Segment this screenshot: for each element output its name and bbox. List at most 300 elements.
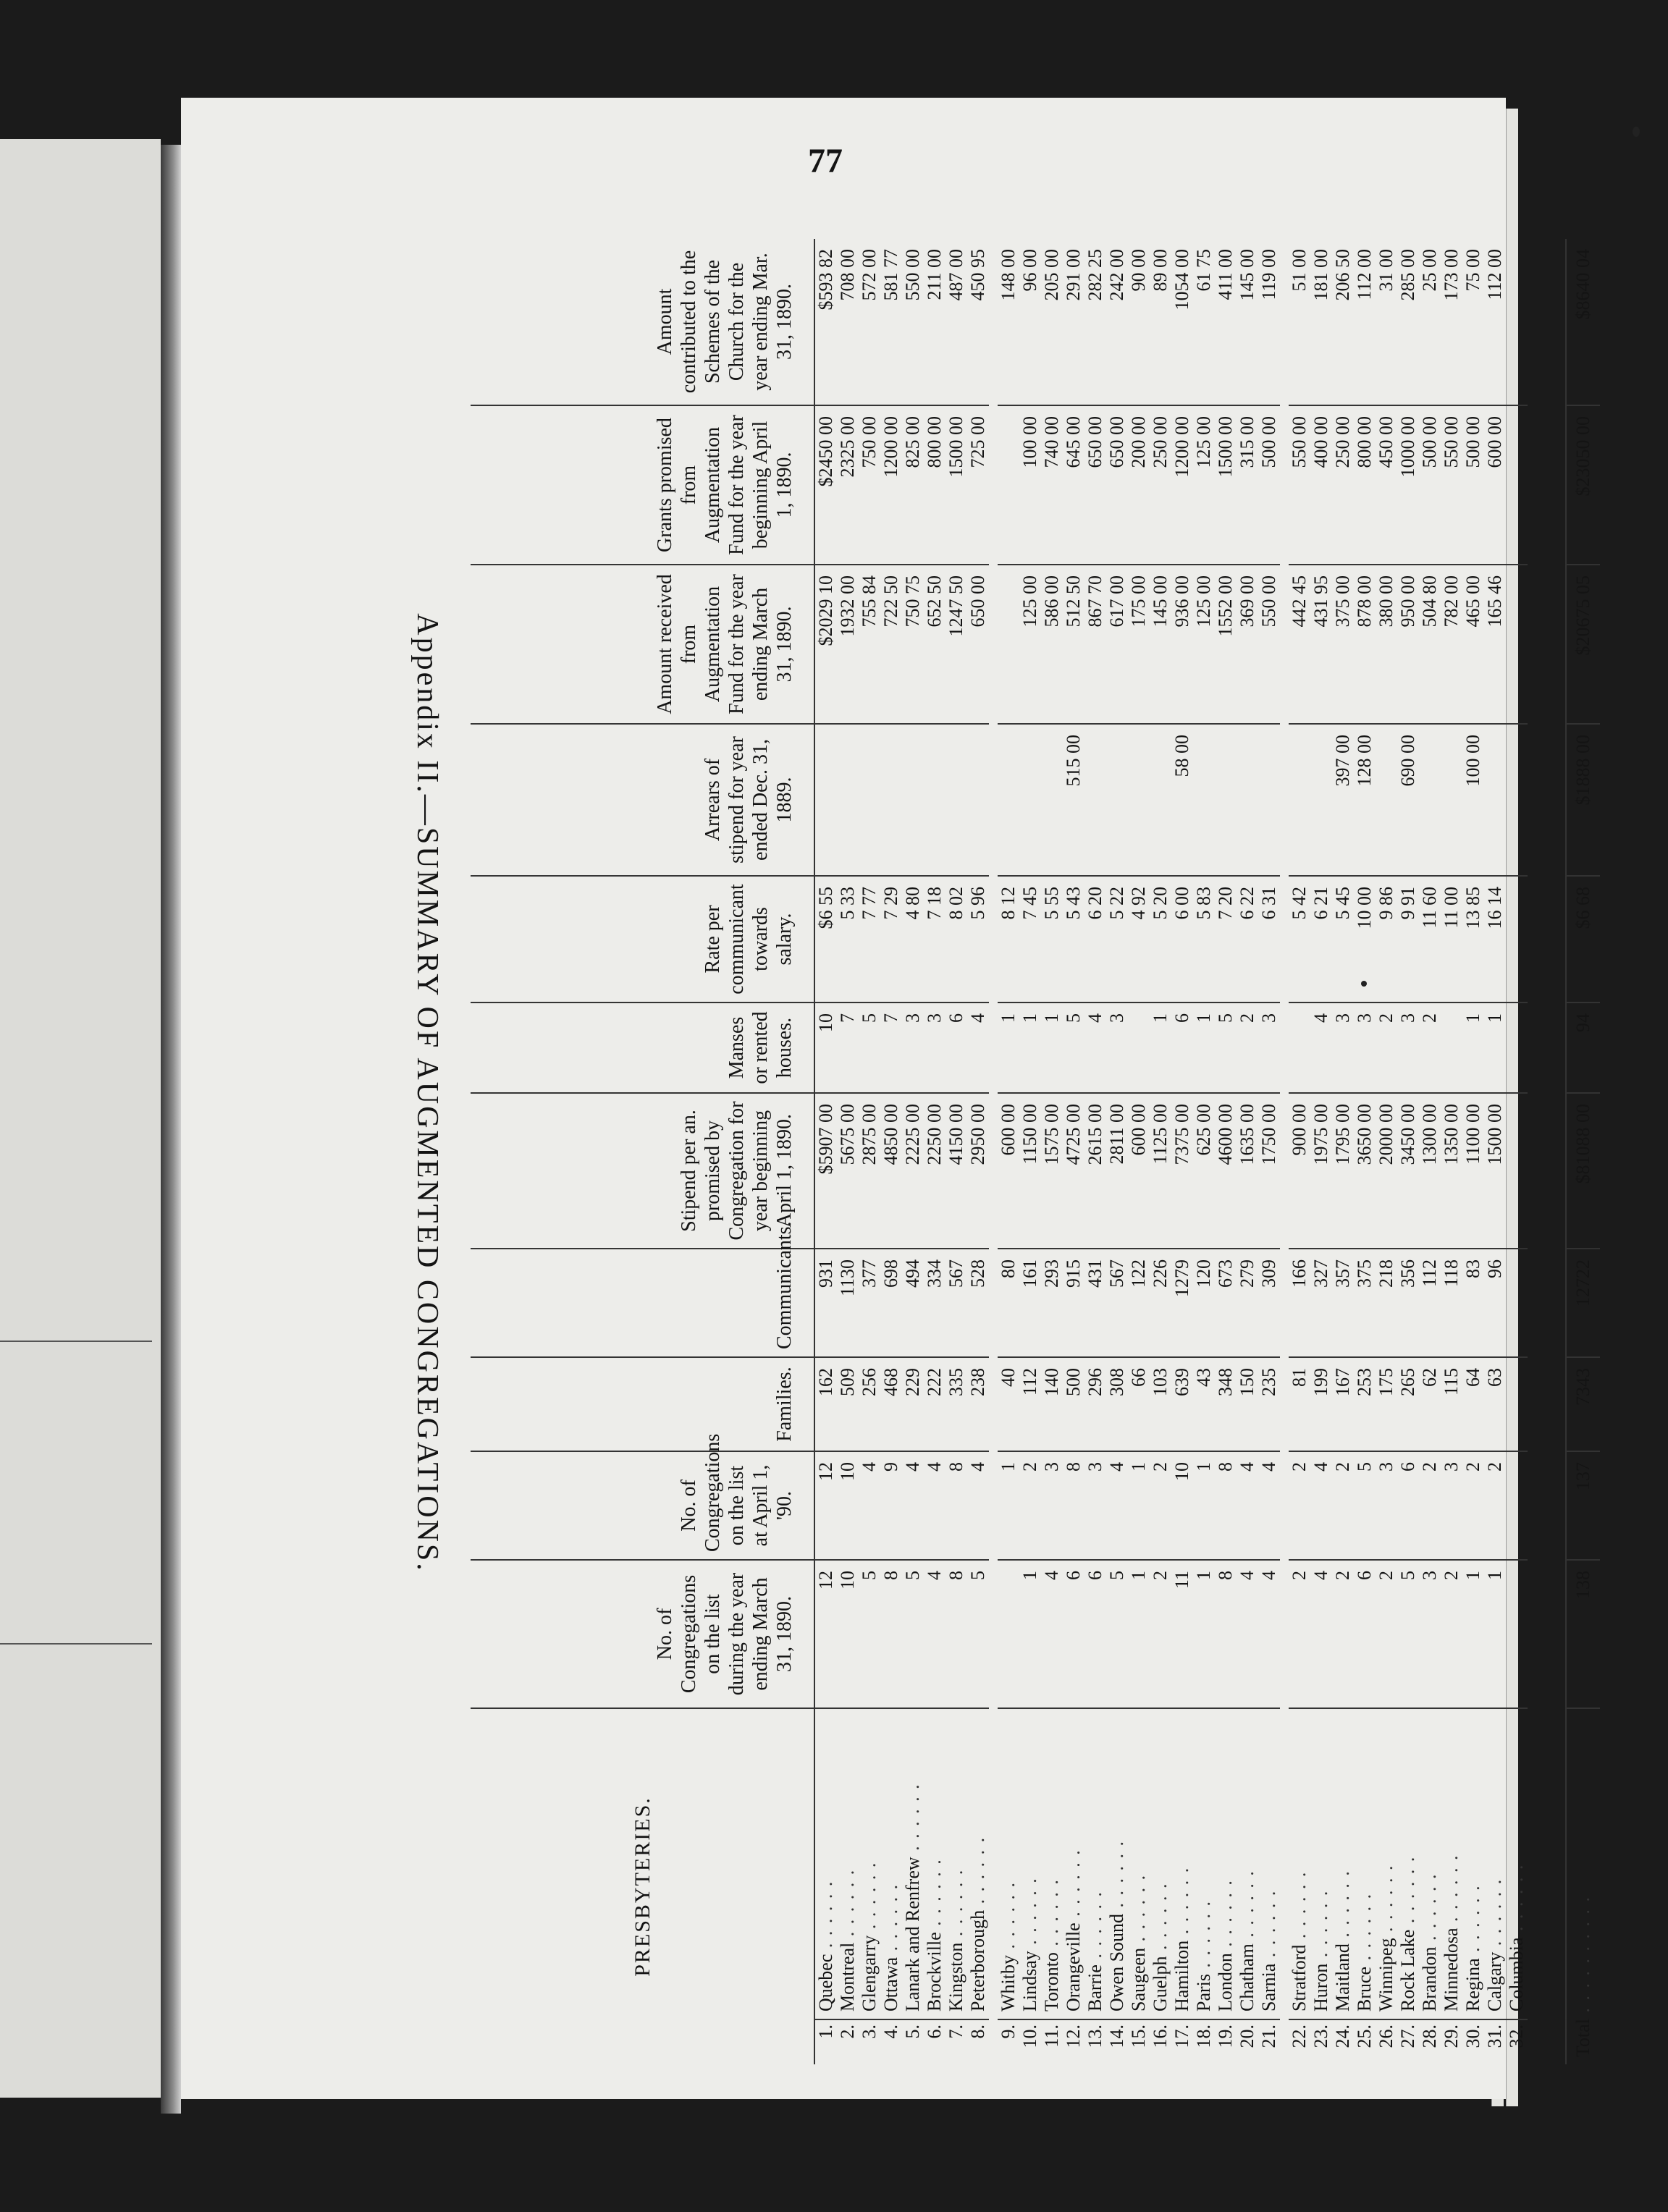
cell-fam: 253: [1354, 1357, 1376, 1451]
left-page: [0, 139, 161, 2098]
cell-c2: 1: [998, 1451, 1019, 1560]
cell-contrib: 112 00: [1484, 239, 1506, 405]
cell-man: 5: [1063, 1002, 1084, 1093]
cell-arr: [1237, 724, 1258, 876]
cell-recv: 586 00: [1041, 565, 1063, 724]
cell-contrib: 242 00: [1106, 239, 1128, 405]
cell-arr: [1041, 724, 1063, 876]
leader-dots: . . . . . .: [1041, 1878, 1062, 1953]
cell-fam: 222: [924, 1357, 945, 1451]
row-number: 22.: [1289, 2025, 1310, 2048]
table-row: [1063, 239, 1084, 2064]
cell-arr: 128 00: [1354, 724, 1376, 876]
cell-recv: 652 50: [924, 565, 945, 724]
cell-arr: [1484, 724, 1506, 876]
presbytery-name: [1019, 1708, 1041, 2019]
cell-contrib: 450 95: [967, 239, 989, 405]
page-title: Appendix II.—SUMMARY OF AUGMENTED CONGREGATIONS.: [410, 613, 444, 1573]
leader-dots: . . . . . .: [1237, 1870, 1258, 1944]
cell-c1: 8: [1215, 1560, 1237, 1708]
presbytery-label: Guelph: [1150, 1956, 1171, 2012]
cell-com: 494: [902, 1249, 924, 1357]
cell-grant: 315 00: [1237, 405, 1258, 565]
cell-grant: [1506, 405, 1528, 565]
row-number: 14.: [1106, 2025, 1127, 2048]
cell-com: 96: [1484, 1249, 1506, 1357]
cell-c2: 12: [814, 1451, 837, 1560]
total-label-cell: [1566, 1708, 1600, 2064]
presbytery-label: Saugeen: [1128, 1947, 1149, 2012]
cell-stip: $5907 00: [814, 1093, 837, 1249]
row-filler: [1528, 239, 1566, 2064]
table-row: [1376, 239, 1397, 2064]
cell-man: 3: [1106, 1002, 1128, 1093]
cell-contrib: 112 00: [1354, 239, 1376, 405]
cell-c1: 1: [1019, 1560, 1041, 1708]
cell-c1: 1: [1484, 1560, 1506, 1708]
cell-rate: 5 43: [1063, 876, 1084, 1002]
cell-contrib: 206 50: [1332, 239, 1354, 405]
cell-grant: 250 00: [1332, 405, 1354, 565]
cell-c1: 1: [1193, 1560, 1215, 1708]
cell-c2: 4: [967, 1451, 989, 1560]
cell-stip: 1575 00: [1041, 1093, 1063, 1249]
cell-contrib: 148 00: [998, 239, 1019, 405]
cell-recv: 504 80: [1419, 565, 1441, 724]
cell-man: 4: [1084, 1002, 1106, 1093]
cell-c1: 1: [1462, 1560, 1484, 1708]
leader-dots: . . . . . .: [1310, 1889, 1331, 1964]
cell-com: 528: [967, 1249, 989, 1357]
table-row: [1237, 239, 1258, 2064]
row-number: 26.: [1376, 2025, 1397, 2048]
cell-c2: 6: [1397, 1451, 1419, 1560]
cell-c2: 4: [1258, 1451, 1280, 1560]
cell-com: 120: [1193, 1249, 1215, 1357]
row-number: 23.: [1310, 2025, 1331, 2048]
presbytery-name: [859, 1708, 880, 2019]
cell-fam: 639: [1171, 1357, 1193, 1451]
leader-dots: . . . . . .: [1106, 1839, 1127, 1914]
cell-c2: 2: [1484, 1451, 1506, 1560]
table-row: [1419, 239, 1441, 2064]
cell-contrib: 119 00: [1258, 239, 1280, 405]
presbytery-name: [902, 1708, 924, 2019]
total-row: [1566, 239, 1600, 2064]
row-number: 32.: [1506, 2025, 1527, 2048]
presbytery-label: Winnipeg: [1376, 1938, 1397, 2012]
presbytery-label: Rock Lake: [1397, 1929, 1418, 2012]
leader-dots: . . . . . .: [1354, 1892, 1375, 1967]
cell-stip: 1635 00: [1237, 1093, 1258, 1249]
presbytery-name: [945, 1708, 967, 2019]
cell-com: 112: [1419, 1249, 1441, 1357]
cell-recv: 465 00: [1462, 565, 1484, 724]
presbytery-name: [1106, 1708, 1128, 2019]
cell-stip: 2615 00: [1084, 1093, 1106, 1249]
cell-stip: 5675 00: [837, 1093, 859, 1249]
cell-recv: 375 00: [1332, 565, 1354, 724]
cell-rate: 7 29: [880, 876, 902, 1002]
cell-arr: [1150, 724, 1171, 876]
cell-c1: 2: [1332, 1560, 1354, 1708]
presbytery-label: Toronto: [1041, 1952, 1062, 2012]
presbytery-label: Bruce: [1354, 1966, 1375, 2012]
leader-dots: . . . . . .: [998, 1881, 1019, 1956]
cell-contrib: 282 25: [1084, 239, 1106, 405]
cell-grant: 250 00: [1150, 405, 1171, 565]
cell-man: [1128, 1002, 1150, 1093]
cell-man: 6: [945, 1002, 967, 1093]
leader-dots: . . . . . .: [1289, 1870, 1310, 1945]
table-row: [1019, 239, 1041, 2064]
cell-c2: 2: [1419, 1451, 1441, 1560]
presbytery-label: Barrie: [1084, 1964, 1105, 2012]
leader-dots: . . . . . .: [859, 1861, 880, 1936]
cell-stip: 4725 00: [1063, 1093, 1084, 1249]
leader-dots: . . . . . .: [1193, 1900, 1214, 1975]
header-row: [471, 239, 814, 2064]
cell-arr: [998, 724, 1019, 876]
cell-recv: 750 75: [902, 565, 924, 724]
cell-man: [1506, 1002, 1528, 1093]
group-spacer: [989, 239, 998, 2064]
presbytery-name: [1237, 1708, 1258, 2019]
cell-grant: 650 00: [1106, 405, 1128, 565]
total-recv: $20675 05: [1566, 565, 1600, 724]
cell-fam: 509: [837, 1357, 859, 1451]
cell-man: 1: [1150, 1002, 1171, 1093]
cell-rate: 11 00: [1441, 876, 1462, 1002]
table-row: [945, 239, 967, 2064]
column-header: Manses or rented houses.: [471, 1002, 814, 1093]
presbytery-label: Lanark and Renfrew: [902, 1857, 923, 2012]
cell-arr: [1019, 724, 1041, 876]
leader-dots: . . . . . .: [902, 1783, 923, 1857]
cell-com: 567: [1106, 1249, 1128, 1357]
leader-dots: . . . . . . . . . .: [1572, 1895, 1593, 2019]
cell-arr: [1441, 724, 1462, 876]
cell-fam: 66: [1128, 1357, 1150, 1451]
table-row: [924, 239, 945, 2064]
cell-contrib: 581 77: [880, 239, 902, 405]
cell-recv: 755 84: [859, 565, 880, 724]
cell-stip: 600 00: [998, 1093, 1019, 1249]
cell-arr: [1376, 724, 1397, 876]
cell-com: 118: [1441, 1249, 1462, 1357]
table-row: [1310, 239, 1332, 2064]
cell-stip: 4850 00: [880, 1093, 902, 1249]
column-header: Families.: [471, 1357, 814, 1451]
total-stip: $81088 00: [1566, 1093, 1600, 1249]
cell-grant: 500 00: [1419, 405, 1441, 565]
presbytery-label: Ottawa: [880, 1956, 901, 2012]
leader-dots: . . . . . .: [1215, 1879, 1236, 1954]
cell-contrib: 205 00: [1041, 239, 1063, 405]
cell-fam: 150: [1237, 1357, 1258, 1451]
cell-grant: 400 00: [1310, 405, 1332, 565]
cell-c2: 2: [1289, 1451, 1310, 1560]
leader-dots: . . . . . .: [1258, 1889, 1279, 1964]
cell-man: 5: [1215, 1002, 1237, 1093]
cell-stip: 2875 00: [859, 1093, 880, 1249]
cell-arr: [967, 724, 989, 876]
leader-dots: . . . . . .: [1441, 1854, 1462, 1928]
cell-com: 166: [1289, 1249, 1310, 1357]
row-number: 25.: [1354, 2025, 1375, 2048]
total-arr: $1888 00: [1566, 724, 1600, 876]
presbytery-label: London: [1215, 1953, 1236, 2012]
cell-contrib: 487 00: [945, 239, 967, 405]
cell-contrib: 181 00: [1310, 239, 1332, 405]
cell-fam: 500: [1063, 1357, 1084, 1451]
cell-arr: [859, 724, 880, 876]
presbytery-name: [1462, 1708, 1484, 2019]
cell-c2: 3: [1441, 1451, 1462, 1560]
cell-c2: 1: [1128, 1451, 1150, 1560]
row-number: 15.: [1128, 2025, 1149, 2048]
cell-grant: $2450 00: [814, 405, 837, 565]
cell-c2: 2: [1332, 1451, 1354, 1560]
cell-c1: [998, 1560, 1019, 1708]
cell-rate: 9 91: [1397, 876, 1419, 1002]
presbytery-label: Huron: [1310, 1963, 1331, 2012]
cell-fam: 229: [902, 1357, 924, 1451]
cell-recv: 125 00: [1019, 565, 1041, 724]
cell-fam: 64: [1462, 1357, 1484, 1451]
cell-grant: 125 00: [1193, 405, 1215, 565]
presbytery-name: [814, 1708, 837, 2019]
leader-dots: . . . . . .: [1063, 1849, 1084, 1923]
cell-arr: [924, 724, 945, 876]
total-c2: 137: [1566, 1451, 1600, 1560]
presbytery-name: [1419, 1708, 1441, 2019]
presbytery-label: Brockville: [924, 1932, 945, 2012]
total-c1: 138: [1566, 1560, 1600, 1708]
table-row: [859, 239, 880, 2064]
cell-c1: 5: [902, 1560, 924, 1708]
leader-dots: . . . . . .: [1419, 1873, 1440, 1947]
cell-contrib: 31 00: [1376, 239, 1397, 405]
table-body: [814, 239, 1600, 2064]
leader-dots: . . . . . .: [967, 1836, 988, 1910]
cell-c2: 8: [945, 1451, 967, 1560]
cell-arr: 397 00: [1332, 724, 1354, 876]
cell-stip: 600 00: [1128, 1093, 1150, 1249]
presbytery-name: [837, 1708, 859, 2019]
book-gutter: [161, 145, 181, 2114]
presbytery-label: Kingston: [945, 1942, 966, 2012]
cell-arr: [1106, 724, 1128, 876]
table-row: [1506, 239, 1528, 2064]
cell-man: 2: [1376, 1002, 1397, 1093]
cell-recv: [998, 565, 1019, 724]
cell-man: 4: [1310, 1002, 1332, 1093]
table-row: [1128, 239, 1150, 2064]
cell-contrib: 25 00: [1419, 239, 1441, 405]
cell-com: 226: [1150, 1249, 1171, 1357]
row-number: 8.: [967, 2025, 988, 2039]
cell-stip: 4600 00: [1215, 1093, 1237, 1249]
cell-contrib: 61 75: [1193, 239, 1215, 405]
presbytery-name: [1506, 1708, 1528, 2019]
table-row: [1332, 239, 1354, 2064]
cell-man: 1: [1462, 1002, 1484, 1093]
cell-rate: 5 45: [1332, 876, 1354, 1002]
cell-stip: 2811 00: [1106, 1093, 1128, 1249]
cell-c2: 2: [1462, 1451, 1484, 1560]
cell-recv: 1552 00: [1215, 565, 1237, 724]
column-header: Grants promised from Augmentation Fund for the year beginning April 1, 1890.: [471, 405, 814, 565]
row-number: 16.: [1150, 2025, 1171, 2048]
presbytery-name: [1193, 1708, 1215, 2019]
cell-stip: 1750 00: [1258, 1093, 1280, 1249]
cell-arr: [1128, 724, 1150, 876]
leader-dots: . . . . . .: [1506, 1863, 1527, 1938]
cell-fam: 162: [814, 1357, 837, 1451]
table-row: [1193, 239, 1215, 2064]
table-row: [1171, 239, 1193, 2064]
page-number: 77: [808, 142, 843, 180]
table-row: [1215, 239, 1237, 2064]
presbytery-name: [924, 1708, 945, 2019]
cell-com: 377: [859, 1249, 880, 1357]
cell-grant: 1000 00: [1397, 405, 1419, 565]
row-number: 11.: [1041, 2025, 1062, 2048]
cell-man: 3: [924, 1002, 945, 1093]
presbytery-name: [1332, 1708, 1354, 2019]
cell-grant: 650 00: [1084, 405, 1106, 565]
cell-fam: 140: [1041, 1357, 1063, 1451]
cell-fam: [1506, 1357, 1528, 1451]
cell-grant: 740 00: [1041, 405, 1063, 565]
cell-recv: 512 50: [1063, 565, 1084, 724]
row-number: 9.: [998, 2025, 1019, 2039]
cell-com: 279: [1237, 1249, 1258, 1357]
cell-c1: 5: [967, 1560, 989, 1708]
cell-rate: 6 22: [1237, 876, 1258, 1002]
row-number: 31.: [1484, 2025, 1505, 2048]
cell-man: 2: [1237, 1002, 1258, 1093]
cell-rate: 7 20: [1215, 876, 1237, 1002]
presbytery-name: [1397, 1708, 1419, 2019]
column-header: Rate per communicant towards salary.: [471, 876, 814, 1002]
leader-dots: . . . . . .: [1484, 1878, 1505, 1952]
table-row: [967, 239, 989, 2064]
table-row: [998, 239, 1019, 2064]
cell-arr: [1215, 724, 1237, 876]
presbytery-label: Minnedosa: [1441, 1928, 1462, 2012]
row-number: 6.: [924, 2025, 945, 2039]
cell-recv: 650 00: [967, 565, 989, 724]
cell-grant: [998, 405, 1019, 565]
cell-fam: 199: [1310, 1357, 1332, 1451]
cell-com: 673: [1215, 1249, 1237, 1357]
column-header: No. of Congregations on the list during the year ending March 31, 1890.: [471, 1560, 814, 1708]
presbytery-name: [880, 1708, 902, 2019]
cell-c1: 12: [814, 1560, 837, 1708]
table-row: [1258, 239, 1280, 2064]
cell-arr: [1419, 724, 1441, 876]
left-page-rule: [0, 1341, 152, 1342]
presbytery-name: [1171, 1708, 1193, 2019]
table-row: [1354, 239, 1376, 2064]
cell-recv: $2029 10: [814, 565, 837, 724]
cell-recv: [1506, 565, 1528, 724]
row-number: 18.: [1193, 2025, 1214, 2048]
cell-c1: 10: [837, 1560, 859, 1708]
cell-fam: 40: [998, 1357, 1019, 1451]
cell-com: 83: [1462, 1249, 1484, 1357]
cell-stip: 1975 00: [1310, 1093, 1332, 1249]
table-row: [837, 239, 859, 2064]
cell-fam: 81: [1289, 1357, 1310, 1451]
cell-recv: 867 70: [1084, 565, 1106, 724]
leader-dots: . . . . . .: [924, 1858, 945, 1933]
leader-dots: . . . . . .: [1376, 1864, 1397, 1938]
cell-recv: 442 45: [1289, 565, 1310, 724]
table-row: [1441, 239, 1462, 2064]
table-row: [1084, 239, 1106, 2064]
cell-contrib: 51 00: [1289, 239, 1310, 405]
cell-com: 698: [880, 1249, 902, 1357]
row-number: 21.: [1258, 2025, 1279, 2048]
cell-arr: [814, 724, 837, 876]
cell-com: 327: [1310, 1249, 1332, 1357]
cell-rate: 5 55: [1041, 876, 1063, 1002]
column-header: No. of Congregations on the list at April 1, '90.: [471, 1451, 814, 1560]
cell-man: [1289, 1002, 1310, 1093]
row-number: 4.: [880, 2025, 901, 2039]
cell-com: 293: [1041, 1249, 1063, 1357]
row-number: 13.: [1084, 2025, 1105, 2048]
leader-dots: . . . . . .: [880, 1883, 901, 1957]
cell-arr: [880, 724, 902, 876]
cell-c1: 4: [1041, 1560, 1063, 1708]
cell-contrib: $593 82: [814, 239, 837, 405]
cell-stip: 1350 00: [1441, 1093, 1462, 1249]
row-number: 5.: [902, 2025, 923, 2039]
presbytery-name: [1084, 1708, 1106, 2019]
presbytery-name: [1215, 1708, 1237, 2019]
cell-c2: 9: [880, 1451, 902, 1560]
total-com: 12722: [1566, 1249, 1600, 1357]
cell-c1: 2: [1150, 1560, 1171, 1708]
cell-rate: 8 12: [998, 876, 1019, 1002]
cell-arr: [1310, 724, 1332, 876]
cell-c2: 10: [837, 1451, 859, 1560]
cell-c2: 1: [1193, 1451, 1215, 1560]
cell-man: 7: [880, 1002, 902, 1093]
cell-contrib: 90 00: [1128, 239, 1150, 405]
cell-stip: 2000 00: [1376, 1093, 1397, 1249]
presbytery-label: Calgary: [1484, 1951, 1505, 2012]
presbytery-label: Hamilton: [1171, 1940, 1192, 2012]
cell-c2: [1506, 1451, 1528, 1560]
cell-arr: 58 00: [1171, 724, 1193, 876]
column-header: Amount contributed to the Schemes of the Church for the year ending Mar. 31, 1890.: [471, 239, 814, 405]
cell-recv: 380 00: [1376, 565, 1397, 724]
presbytery-label: Chatham: [1237, 1943, 1258, 2012]
cell-fam: 43: [1193, 1357, 1215, 1451]
cell-recv: 550 00: [1258, 565, 1280, 724]
cell-man: 3: [902, 1002, 924, 1093]
total-contrib: $8640 04: [1566, 239, 1600, 405]
table-row: [1397, 239, 1419, 2064]
cell-arr: 515 00: [1063, 724, 1084, 876]
cell-arr: [1193, 724, 1215, 876]
presbytery-label: Owen Sound: [1106, 1913, 1127, 2012]
